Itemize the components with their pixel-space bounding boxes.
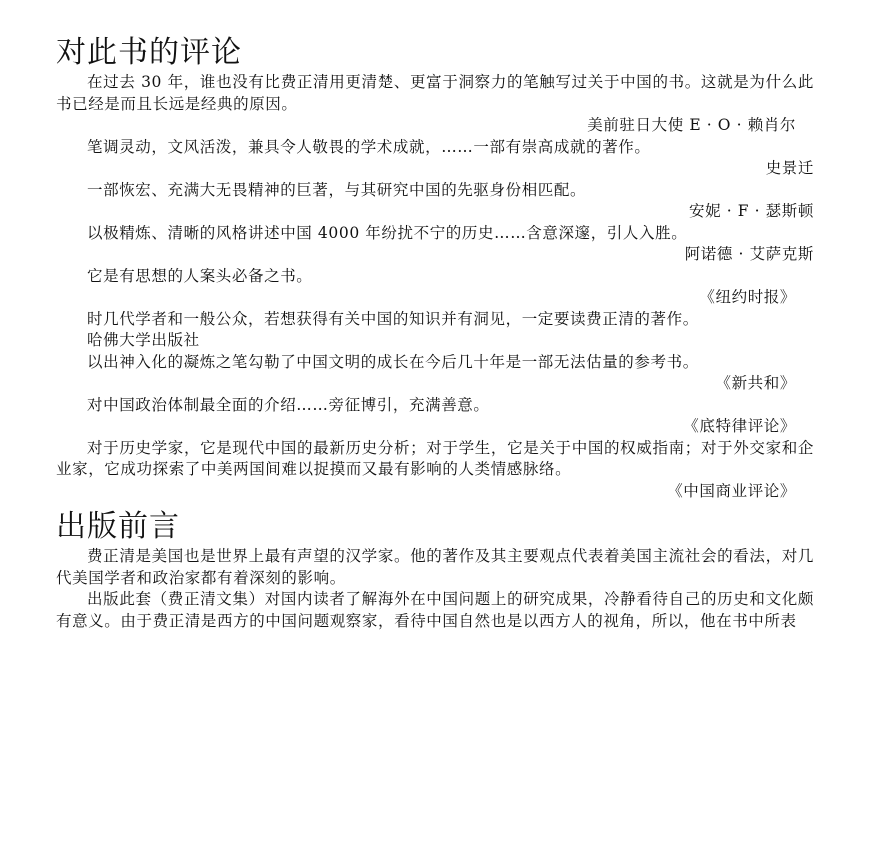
- review-text: 一部恢宏、充满大无畏精神的巨著，与其研究中国的先驱身份相匹配。: [87, 180, 587, 199]
- preface-paragraph: 出版此套（费正清文集）对国内读者了解海外在中国问题上的研究成果，冷静看待自己的历史和文化颇有意义。由于费正清是西方的中国问题观察家，看待中国自然也是以西方人的视角，所以，他在书中所表: [56, 590, 814, 630]
- review-text: 对中国政治体制最全面的介绍……旁征博引，充满善意。: [87, 395, 490, 414]
- review-text: 以出神入化的凝炼之笔勾勒了中国文明的成长在今后几十年是一部无法估量的参考书。: [87, 352, 699, 371]
- document-page: [56, 34, 814, 632]
- preface-paragraph: 费正清是美国也是世界上最有声望的汉学家。他的著作及其主要观点代表着美国主流社会的看法，对几代美国学者和政治家都有着深刻的影响。: [56, 547, 814, 587]
- review-source: 《底特律评论》: [683, 417, 796, 435]
- review-source: 安妮 · F · 瑟斯顿: [688, 202, 814, 220]
- review-text: 笔调灵动，文风活泼，兼具令人敬畏的学术成就，……一部有崇高成就的著作。: [87, 137, 651, 156]
- review-text: 在过去 30 年，谁也没有比费正清用更清楚、更富于洞察力的笔触写过关于中国的书。这就是为什么此书已经是而且长远是经典的原因。: [56, 73, 814, 113]
- review-source: 阿诺德 · 艾萨克斯: [684, 245, 814, 263]
- review-source: 哈佛大学出版社: [87, 331, 200, 349]
- review-text: 以极精炼、清晰的风格讲述中国 4000 年纷扰不宁的历史……含意深邃，引人入胜。: [87, 223, 688, 242]
- preface-heading: 出版前言: [56, 509, 180, 544]
- review-text: 它是有思想的人案头必备之书。: [87, 266, 313, 285]
- review-source: 《新共和》: [715, 374, 796, 392]
- review-text: 时几代学者和一般公众，若想获得有关中国的知识并有洞见，一定要读费正清的著作。: [87, 309, 699, 328]
- review-source: 史景迁: [765, 159, 814, 177]
- reviews-heading: 对此书的评论: [56, 35, 242, 70]
- review-source: 美前驻日大使 E · O · 赖肖尔: [587, 116, 796, 134]
- review-text: 对于历史学家，它是现代中国的最新历史分析；对于学生，它是关于中国的权威指南；对于外交家和企业家，它成功探索了中美两国间难以捉摸而又最有影响的人类情感脉络。: [56, 438, 814, 478]
- review-source: 《中国商业评论》: [667, 481, 796, 500]
- review-source: 《纽约时报》: [699, 288, 796, 306]
